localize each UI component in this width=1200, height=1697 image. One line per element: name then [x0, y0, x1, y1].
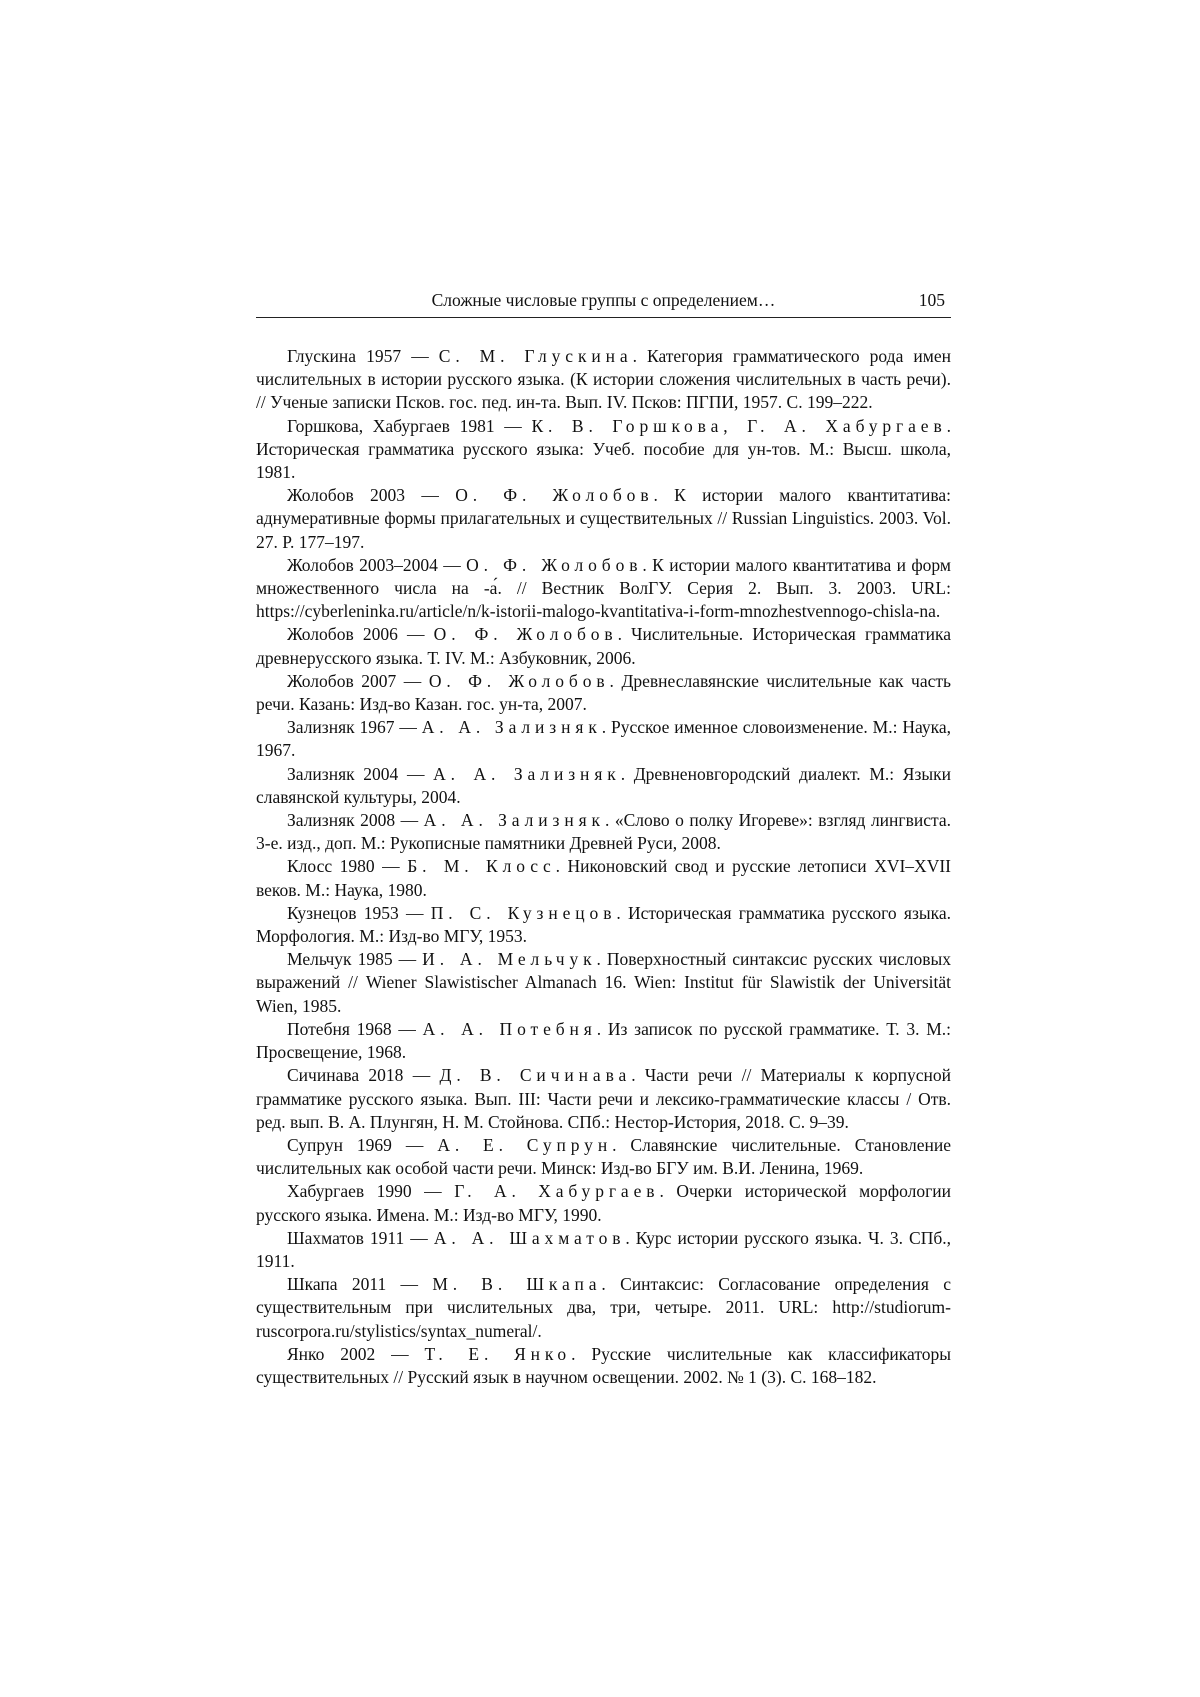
reference-key: Янко 2002 —: [287, 1343, 425, 1364]
reference-entry: [256, 1180, 951, 1226]
reference-entry: [256, 1018, 951, 1064]
reference-author: А. Е. Супрун: [437, 1134, 613, 1155]
page-header: [256, 289, 951, 318]
reference-key: Хабургаев 1990 —: [287, 1181, 455, 1202]
reference-text: . Части речи // Материалы к корпусной грамматике русского языка. Вып. III: Части речи и лексико-грамматические классы / Отв. ред. вып. В. А. Плунгян, Н. М. Стойнова. СПб.: Нестор-История, 2018. С. 9–39.: [256, 1065, 951, 1132]
reference-author: А. А. Шахматов: [433, 1227, 626, 1248]
reference-text: . Поверхностный синтаксис русских числовых выражений // Wiener Slawistischer Almanach 16. Wien: Institut für Slawistik der Universität Wien, 1985.: [256, 949, 951, 1016]
reference-author: Б. М. Клосс: [407, 856, 556, 877]
reference-key: Мельчук 1985 —: [287, 949, 423, 970]
reference-entry: [256, 1273, 951, 1343]
reference-text: . Историческая грамматика русского языка. Морфология. М.: Изд-во МГУ, 1953.: [256, 902, 951, 947]
reference-entry: [256, 1227, 951, 1273]
reference-list: [256, 345, 951, 1389]
reference-author: К. В. Горшкова, Г. А. Хабургаев: [531, 415, 947, 436]
page-number: 105: [918, 290, 945, 310]
reference-author: П. С. Кузнецов: [430, 902, 617, 923]
reference-key: Сичинава 2018 —: [287, 1065, 440, 1086]
reference-key: Жолобов 2006 —: [287, 624, 434, 645]
reference-key: Шкапа 2011 —: [287, 1274, 433, 1295]
reference-author: А. А. Зализняк: [423, 810, 605, 831]
reference-key: Супрун 1969 —: [287, 1134, 438, 1155]
reference-entry: [256, 554, 951, 624]
reference-key: Зализняк 2008 —: [287, 810, 424, 831]
running-title: Сложные числовые группы с определением…: [431, 290, 776, 310]
reference-text: . Русские числительные как классификаторы существительных // Русский язык в научном освещении. 2002. № 1 (3). С. 168–182.: [256, 1343, 952, 1387]
reference-author: Т. Е. Янко: [424, 1343, 572, 1364]
reference-text: . Числительные. Историческая грамматика древнерусского языка. Т. IV. М.: Азбуковник, 2006.: [256, 624, 952, 668]
reference-author: А. А. Потебня: [422, 1018, 597, 1039]
reference-entry: [256, 670, 951, 716]
reference-text: . «Слово о полку Игореве»: взгляд лингвиста. 3-е. изд., доп. М.: Рукописные памятники Древней Руси, 2008.: [256, 810, 951, 854]
reference-key: Жолобов 2003 —: [287, 485, 456, 506]
reference-entry: [256, 345, 951, 415]
reference-text: . Русское именное словоизменение. М.: Наука, 1967.: [256, 717, 951, 761]
reference-entry: [256, 1064, 951, 1134]
reference-entry: [256, 716, 951, 762]
reference-text: . Славянские числительные. Становление числительных как особой части речи. Минск: Изд-во БГУ им. В.И. Ленина, 1969.: [256, 1134, 951, 1179]
reference-key: Жолобов 2003–2004 —: [287, 554, 467, 575]
reference-author: О. Ф. Жолобов: [433, 624, 618, 645]
reference-text: . Из записок по русской грамматике. Т. 3. М.: Просвещение, 1968.: [256, 1018, 951, 1063]
reference-text: . Древнеславянские числительные как часть речи. Казань: Изд-во Казан. гос. ун-та, 2007.: [256, 670, 951, 715]
reference-key: Зализняк 2004 —: [287, 763, 434, 784]
reference-entry: [256, 902, 951, 948]
reference-author: Д. В. Сичинава: [439, 1065, 632, 1086]
reference-entry: [256, 623, 951, 669]
reference-author: О. Ф. Жолобов: [455, 485, 654, 506]
reference-text: . Никоновский свод и русские летописи XVI–XVII веков. М.: Наука, 1980.: [256, 856, 951, 900]
reference-entry: [256, 809, 951, 855]
reference-author: С. М. Глускина: [438, 346, 633, 366]
reference-key: Глускина 1957 —: [287, 346, 439, 366]
reference-text: . Очерки исторической морфологии русского языка. Имена. М.: Изд-во МГУ, 1990.: [256, 1181, 951, 1225]
reference-entry: [256, 1343, 951, 1389]
reference-text: . Категория грамматического рода имен числительных в истории русского языка. (К истории сложения числительных в часть речи). // Ученые записки Псков. гос. пед. ин-та. Вып. IV. Псков: ПГПИ, 1957. С. 199–222.: [256, 346, 951, 413]
reference-author: О. Ф. Жолобов: [466, 554, 643, 575]
reference-text: . Историческая грамматика русского языка: Учеб. пособие для ун-тов. М.: Высш. школа, 1981.: [256, 415, 951, 483]
reference-entry: [256, 415, 951, 485]
reference-entry: [256, 1134, 951, 1180]
reference-key: Клосс 1980 —: [287, 856, 408, 877]
reference-entry: [256, 484, 951, 554]
reference-key: Жолобов 2007 —: [287, 670, 429, 691]
reference-author: А. А. Зализняк: [421, 717, 602, 738]
reference-entry: [256, 763, 951, 809]
reference-key: Потебня 1968 —: [287, 1018, 423, 1039]
reference-author: А. А. Зализняк: [433, 763, 621, 784]
reference-text: . К истории малого квантитатива: аднумеративные формы прилагательных и существительных // Russian Linguistics. 2003. Vol. 27. P. 177–197.: [256, 485, 951, 552]
reference-key: Горшкова, Хабургаев 1981 —: [287, 415, 532, 436]
reference-author: О. Ф. Жолобов: [428, 670, 610, 691]
reference-text: . Курс истории русского языка. Ч. 3. СПб., 1911.: [256, 1227, 951, 1271]
reference-text: . Древненовгородский диалект. М.: Языки славянской культуры, 2004.: [256, 763, 952, 807]
reference-text: . К истории малого квантитатива и форм множественного числа на -а́. // Вестник ВолГУ. Серия 2. Вып. 3. 2003. URL: https://cyberleninka.ru/article/n/k-istorii-malogo-kvantitativa-i-form-mnozhestvennogo-chisla-na.: [256, 554, 951, 622]
reference-entry: [256, 948, 951, 1018]
reference-entry: [256, 855, 951, 901]
reference-author: М. В. Шкапа: [432, 1274, 602, 1295]
reference-author: Г. А. Хабургаев: [454, 1181, 660, 1202]
reference-key: Кузнецов 1953 —: [287, 902, 431, 923]
reference-author: И. А. Мельчук: [422, 949, 597, 970]
reference-key: Зализняк 1967 —: [287, 717, 422, 738]
reference-key: Шахматов 1911 —: [287, 1227, 434, 1248]
reference-text: . Синтаксис: Согласование определения с существительным при числительных два, три, четыре. 2011. URL: http://studiorum-ruscorpora.ru/stylistics/syntax_numeral/.: [256, 1274, 951, 1341]
